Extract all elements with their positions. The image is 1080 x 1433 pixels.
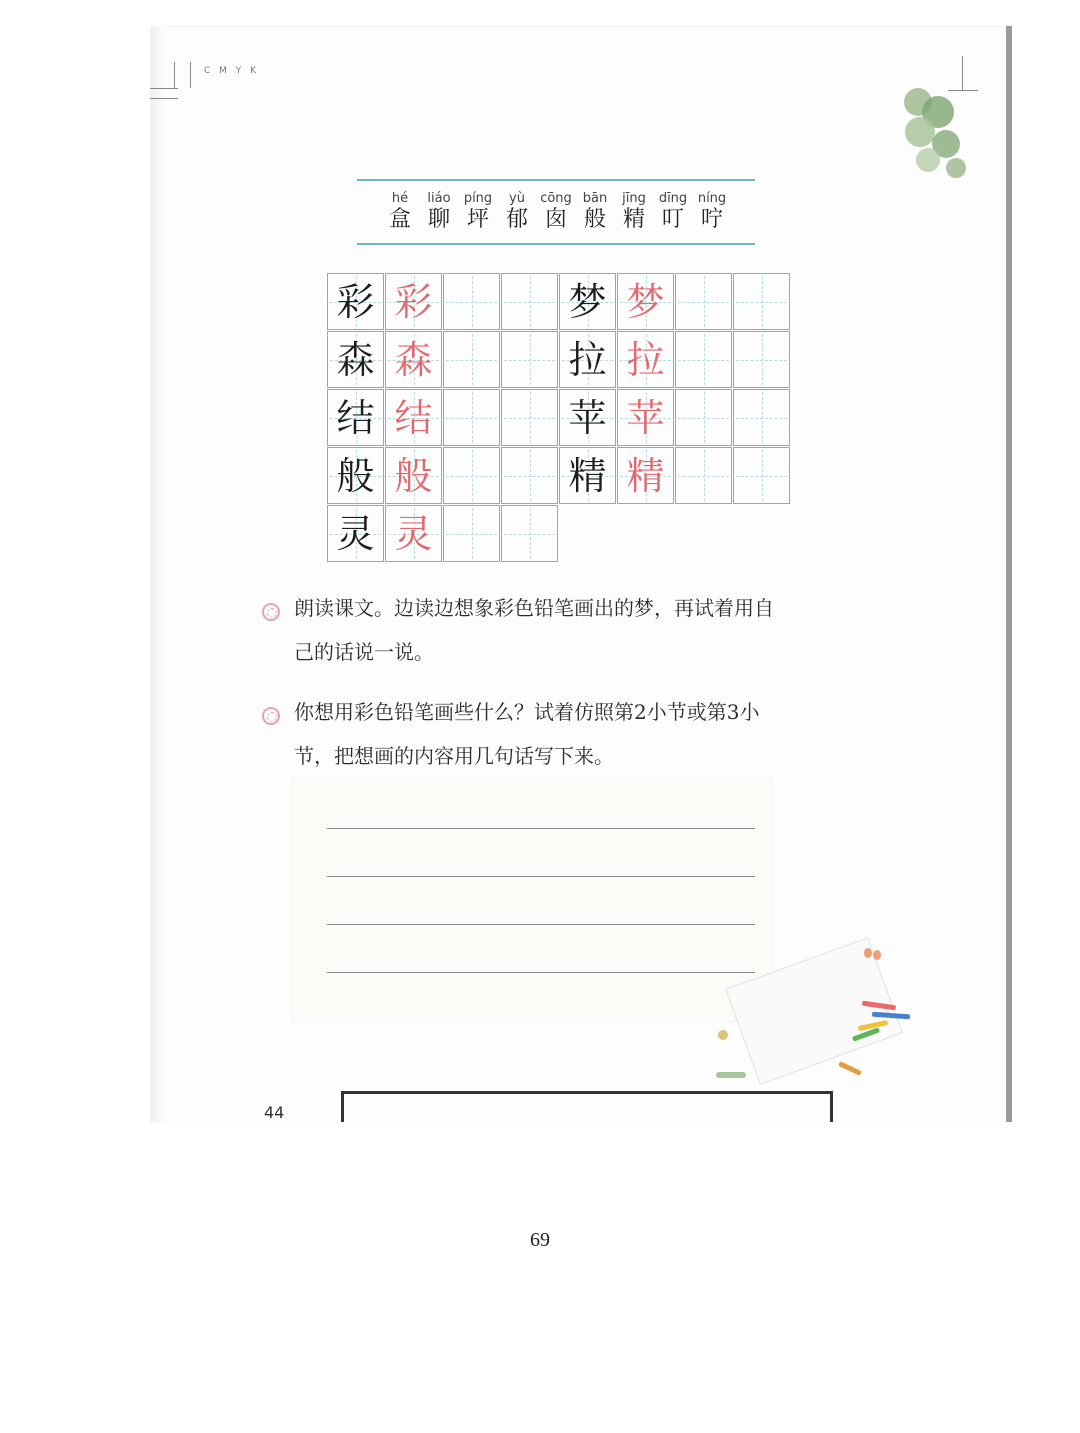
grid-cell-empty[interactable] [443,331,500,388]
grid-cell[interactable] [385,273,442,330]
grid-cell-empty[interactable] [443,447,500,504]
trace-character: 彩 [394,280,433,324]
model-character: 般 [336,454,375,498]
model-character: 梦 [568,280,607,324]
trace-character: 拉 [626,338,665,382]
pinyin-label: níng [697,191,727,206]
hanzi-label: 叮 [661,207,684,232]
page-cut [150,1122,1012,1162]
butterfly-icon [864,948,882,962]
grid-cell[interactable] [385,389,442,446]
vocabulary-word [654,191,693,233]
vocabulary-word [420,191,459,233]
footer-page-number: 69 [530,1229,550,1251]
grid-guide [678,360,729,361]
model-character: 彩 [336,280,375,324]
dot-icon [718,1030,728,1040]
vocabulary-word [615,191,654,233]
trace-character: 苹 [626,396,665,440]
pinyin-label: yù [509,191,525,206]
grid-cell-empty[interactable] [501,505,558,562]
pinyin-label: bān [582,191,608,206]
grid-guide [736,476,787,477]
hanzi-label: 盒 [388,207,411,232]
writing-line[interactable] [327,828,755,829]
grid-guide [736,360,787,361]
grid-guide [678,302,729,303]
trace-character: 结 [394,396,433,440]
grid-cell[interactable] [617,447,674,504]
page-edge [1006,26,1012,1124]
grid-cell[interactable] [327,273,384,330]
model-character: 灵 [336,512,375,556]
grid-cell[interactable] [327,331,384,388]
hanzi-label: 囱 [544,207,567,232]
pinyin-label: cōng [540,191,572,206]
model-character: 精 [568,454,607,498]
trace-character: 森 [394,338,433,382]
model-character: 苹 [568,396,607,440]
writing-line[interactable] [327,876,755,877]
vocabulary-row [357,191,755,233]
grid-cell-empty[interactable] [675,447,732,504]
grid-guide [446,360,497,361]
task-1 [262,586,862,676]
grid-cell-empty[interactable] [675,273,732,330]
grid-cell-empty[interactable] [675,331,732,388]
grid-cell-empty[interactable] [733,273,790,330]
vocabulary-word [498,191,537,233]
grid-guide [678,418,729,419]
grid-cell[interactable] [559,447,616,504]
crop-mark [190,62,191,88]
grid-cell[interactable] [327,505,384,562]
grid-guide [504,476,555,477]
vocabulary-word [459,191,498,233]
hanzi-label: 郁 [505,207,528,232]
book-page-number: 44 [264,1103,285,1122]
pinyin-label: dīng [658,191,688,206]
grid-cell[interactable] [385,331,442,388]
grid-guide [446,418,497,419]
grid-guide [736,418,787,419]
leaves-illustration [898,82,968,182]
grid-guide [504,534,555,535]
grid-cell[interactable] [385,505,442,562]
crop-mark [150,98,178,99]
writing-line[interactable] [327,924,755,925]
grid-guide [446,476,497,477]
task-2-line-2: 节，把想画的内容用几句话写下来。 [294,744,614,768]
grid-cell[interactable] [327,447,384,504]
grid-cell-empty[interactable] [443,389,500,446]
vocabulary-word [537,191,576,233]
pinyin-label: píng [463,191,493,206]
model-character: 拉 [568,338,607,382]
grid-guide [504,418,555,419]
grid-cell-empty[interactable] [501,447,558,504]
task-1-line-1: 朗读课文。边读边想象彩色铅笔画出的梦，再试着用自 [294,596,774,620]
trace-character: 梦 [626,280,665,324]
grid-cell-empty[interactable] [733,331,790,388]
grid-cell-empty[interactable] [733,447,790,504]
grid-cell[interactable] [327,389,384,446]
grid-cell-empty[interactable] [443,273,500,330]
grid-cell-empty[interactable] [733,389,790,446]
hanzi-label: 坪 [466,207,489,232]
cmyk-marker: C M Y K [204,66,260,76]
hanzi-label: 般 [583,207,606,232]
hanzi-label: 聊 [427,207,450,232]
grid-cell[interactable] [559,273,616,330]
grid-cell[interactable] [385,447,442,504]
grid-cell[interactable] [617,273,674,330]
hanzi-label: 咛 [700,207,723,232]
grid-cell-empty[interactable] [501,331,558,388]
pinyin-label: jīng [622,191,646,206]
pinyin-label: hé [391,191,409,206]
vocabulary-word [381,191,420,233]
trace-character: 般 [394,454,433,498]
grid-guide [504,302,555,303]
grid-guide [504,360,555,361]
grid-guide [736,302,787,303]
trace-character: 灵 [394,512,433,556]
grid-cell-empty[interactable] [675,389,732,446]
task-2-line-1: 你想用彩色铅笔画些什么？试着仿照第2小节或第3小 [294,700,760,724]
grid-cell-empty[interactable] [501,273,558,330]
grid-cell[interactable] [559,331,616,388]
model-character: 森 [336,338,375,382]
pinyin-label: liáo [427,191,451,206]
task-circle-icon [262,603,280,621]
crop-mark [174,62,175,88]
vocabulary-box [357,179,755,245]
crop-mark [150,88,178,89]
writing-area [293,780,771,1020]
hanzi-label: 精 [622,207,645,232]
page-shadow [150,26,164,1124]
grid-guide [446,302,497,303]
task-2 [262,690,862,780]
task-2-text [294,690,864,778]
vocabulary-word [576,191,615,233]
task-circle-icon [262,707,280,725]
task-1-line-2: 己的话说一说。 [294,640,434,664]
writing-line[interactable] [327,972,755,973]
task-1-text [294,586,864,674]
grid-cell[interactable] [617,331,674,388]
grid-cell-empty[interactable] [501,389,558,446]
grid-cell[interactable] [559,389,616,446]
grass-icon [716,1072,746,1078]
model-character: 结 [336,396,375,440]
vocabulary-word [693,191,732,233]
grid-cell[interactable] [617,389,674,446]
grid-cell-empty[interactable] [443,505,500,562]
trace-character: 精 [626,454,665,498]
grid-guide [446,534,497,535]
grid-guide [678,476,729,477]
